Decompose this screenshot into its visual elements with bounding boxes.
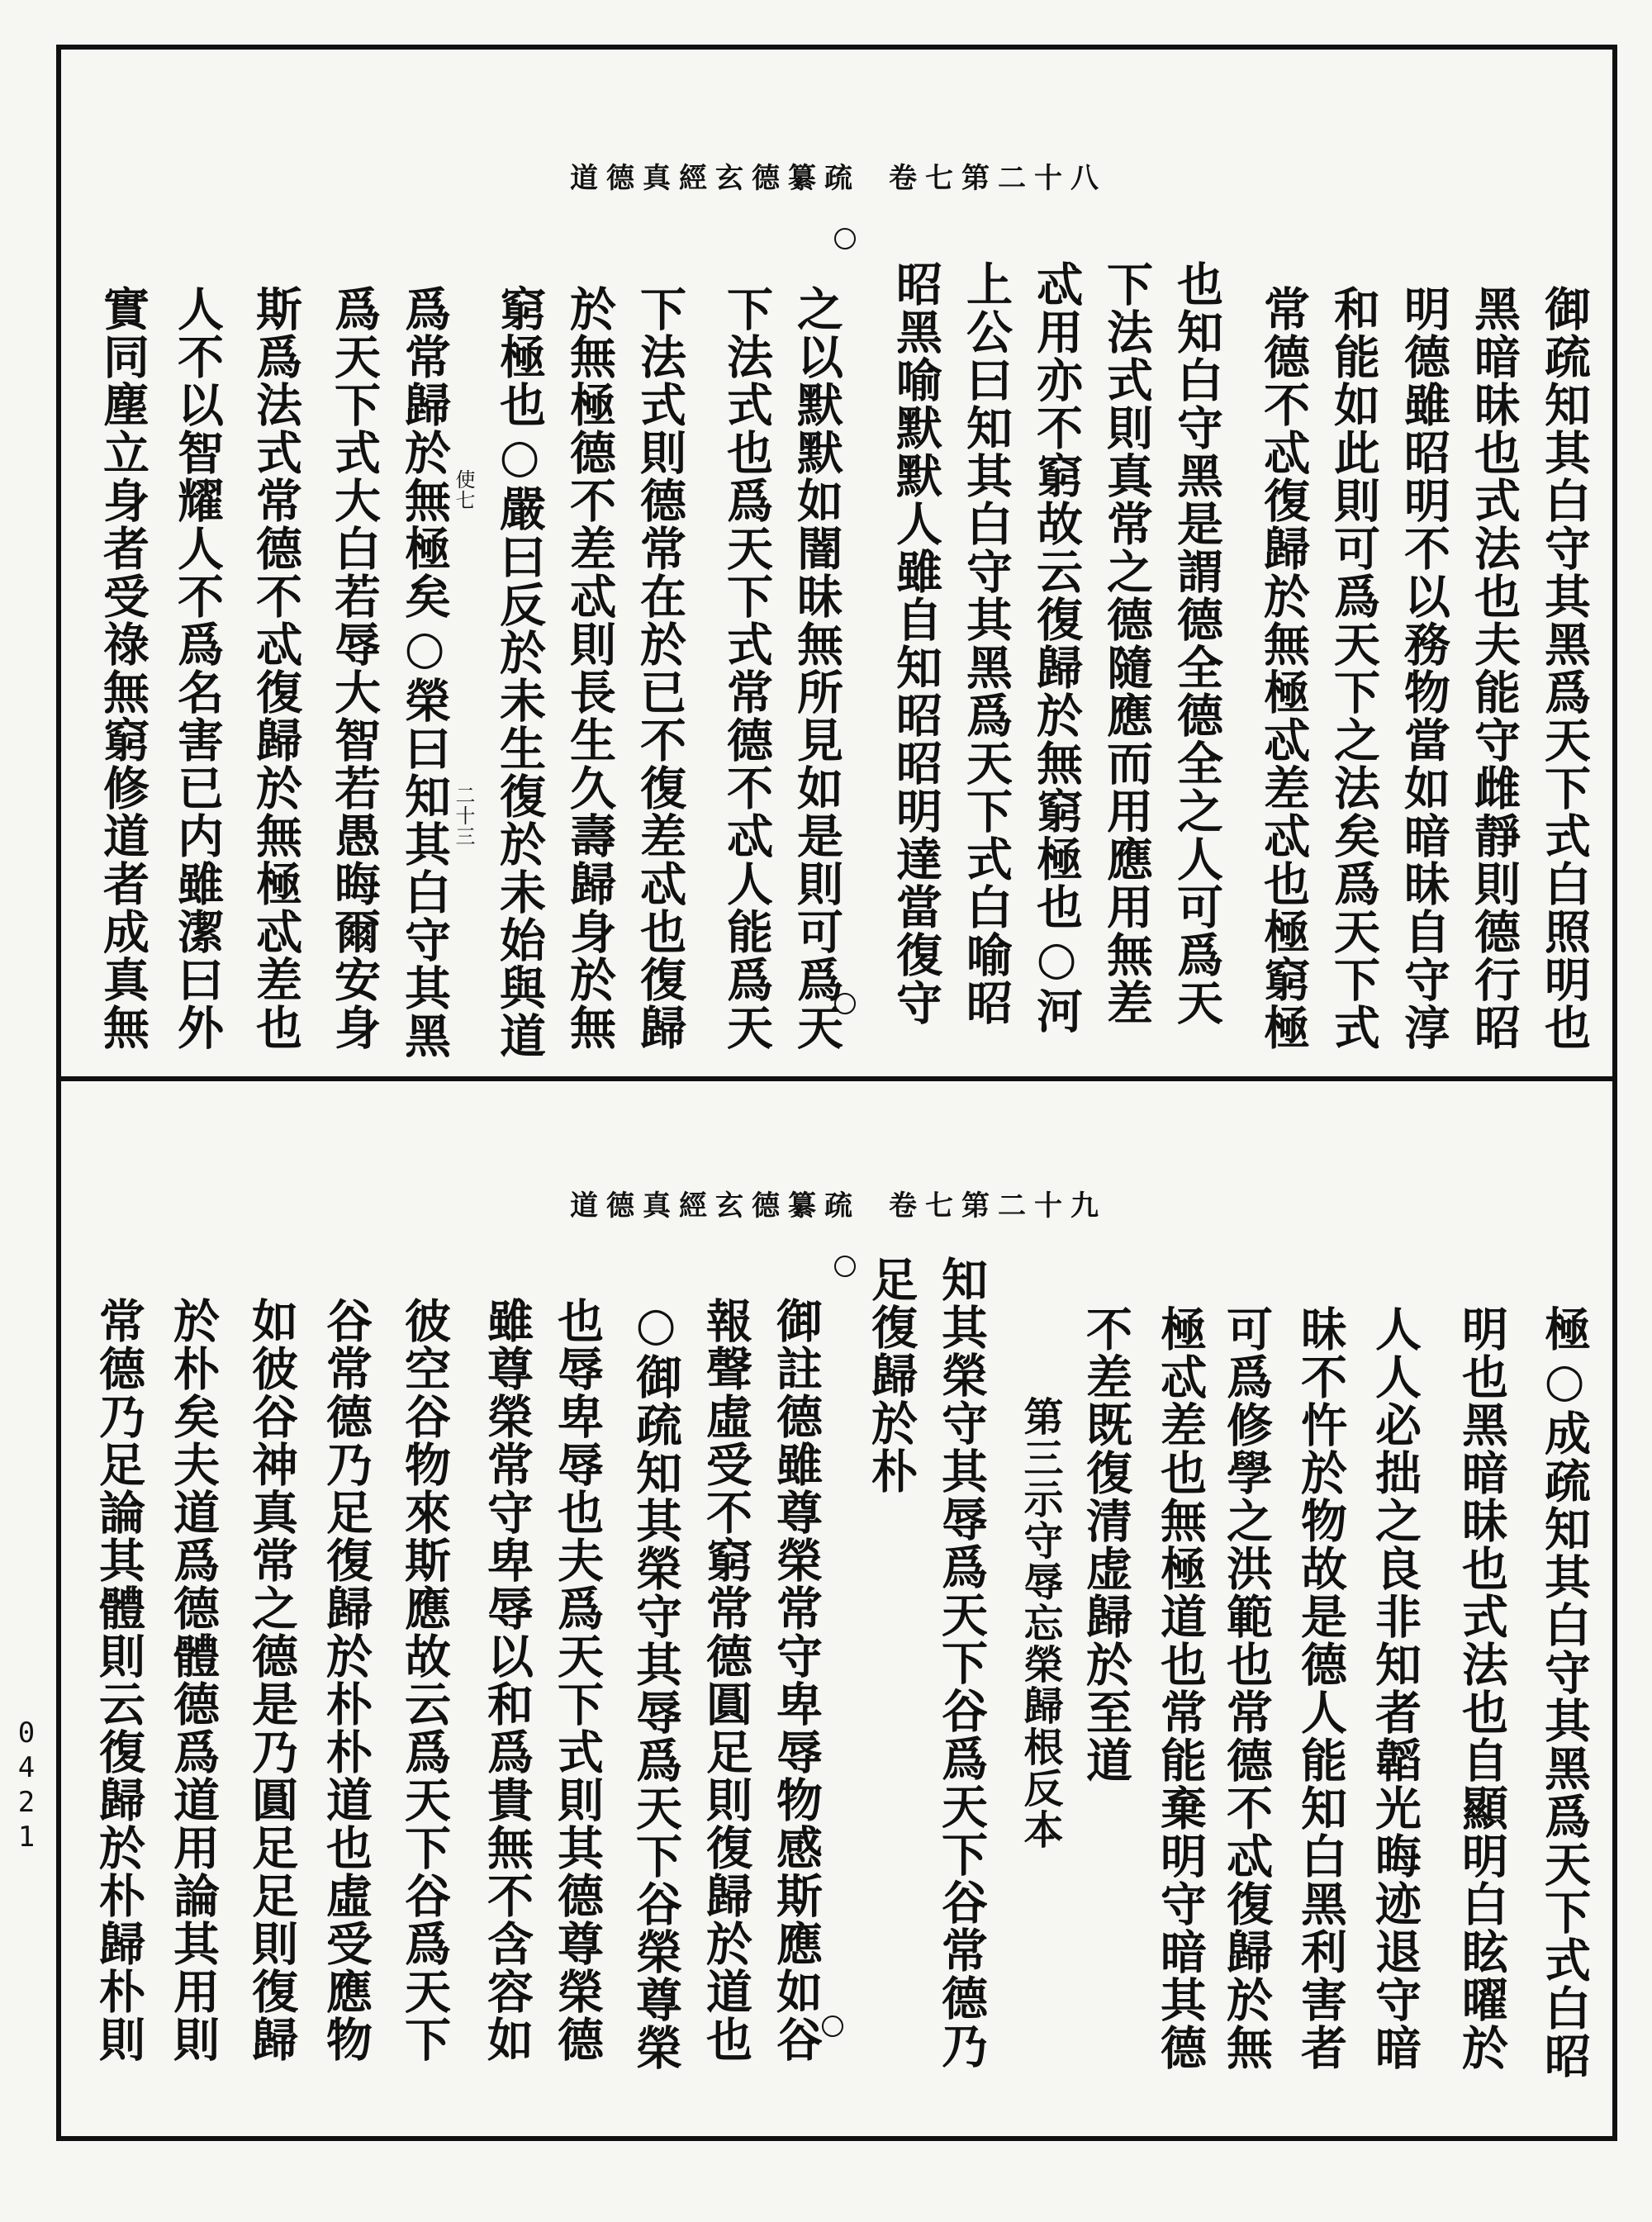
bottom-column-9: 知其榮守其辱爲天下谷爲天下谷常德乃 <box>934 1256 989 2070</box>
bottom-column-3: 人人必拙之良非知者韜光晦迹退守暗 <box>1368 1305 1422 2072</box>
bottom-column-4: 昧不忤於物故是德人能知白黑利害者 <box>1294 1305 1348 2072</box>
bottom-column-11: 御註德雖尊榮常守卑辱物感斯應如谷 <box>769 1297 824 2063</box>
top-column-3: 明德雖昭明不以務物當如暗昧自守淳 <box>1397 285 1451 1052</box>
top-column-1: 御疏知其白守其黑爲天下式白照明也 <box>1537 285 1592 1052</box>
bottom-column-13: ○御疏知其榮守其辱爲天下谷榮尊榮 <box>629 1297 683 2072</box>
top-column-13: 下法式則德常在於已不復差忒也復歸 <box>633 285 687 1052</box>
bottom-section-heading: 第三示守辱忘榮歸根反本 <box>1017 1396 1063 1850</box>
bottom-column-16: 彼空谷物來斯應故云爲天下谷爲天下 <box>397 1297 452 2063</box>
folio-note: 二十三 <box>452 785 475 847</box>
section-marker <box>834 993 856 1014</box>
top-header-volume: 卷七第二十八 <box>889 162 1107 195</box>
bottom-column-20: 常德乃足論其體則云復歸於朴歸朴則 <box>92 1297 146 2063</box>
bottom-column-10: 足復歸於朴 <box>864 1256 919 1495</box>
top-column-4: 和能如此則可爲天下之法矣爲天下式 <box>1327 285 1381 1052</box>
top-column-5: 常德不忒復歸於無極忒差忒也極窮極 <box>1256 285 1311 1052</box>
bottom-column-15: 雖尊榮常守卑辱以和爲貴無不含容如 <box>480 1297 534 2063</box>
top-column-16: 爲常歸於無極矣○榮曰知其白守其黑 <box>397 285 452 1060</box>
section-marker <box>834 228 856 249</box>
bottom-column-5: 可爲修學之洪範也常德不忒復歸於無 <box>1219 1305 1274 2072</box>
top-column-10: 昭黑喻默默人雖自知昭昭明達當復守 <box>889 260 943 1027</box>
bottom-column-18: 如彼谷神真常之德是乃圓足足則復歸 <box>244 1297 299 2063</box>
section-marker <box>834 1256 856 1277</box>
top-column-11: 之以默默如闇昧無所見如是則可爲天 <box>790 285 844 1052</box>
top-column-6: 也知白守黑是謂德全德全之人可爲天 <box>1170 260 1224 1027</box>
top-column-2: 黑暗昧也式法也夫能守雌靜則德行昭 <box>1467 285 1521 1052</box>
top-column-8: 忒用亦不窮故云復歸於無窮極也○河 <box>1029 260 1084 1035</box>
section-marker <box>822 2015 843 2037</box>
bottom-column-6: 極忒差也無極道也常能棄明守暗其德 <box>1153 1305 1208 2072</box>
bottom-header-volume: 卷七第二十九 <box>889 1189 1107 1223</box>
top-column-9: 上公曰知其白守其黑爲天下式白喻昭 <box>959 260 1014 1027</box>
bottom-column-2: 明也黑暗昧也式法也自顯明白眩曜於 <box>1455 1305 1509 2072</box>
bottom-header-title: 道德真經玄德纂疏 <box>570 1189 861 1223</box>
bottom-column-7: 不差既復清虚歸於至道 <box>1079 1305 1133 1784</box>
bottom-page-header <box>570 1181 1107 1231</box>
top-column-7: 下法式則真常之德隨應而用應用無差 <box>1099 260 1154 1027</box>
bottom-column-14: 也辱卑辱也夫爲天下式則其德尊榮德 <box>550 1297 605 2063</box>
top-page-header <box>570 154 1107 203</box>
top-column-17: 爲天下式大白若辱大智若愚晦爾安身 <box>327 285 382 1052</box>
top-header-title: 道德真經玄德纂疏 <box>570 162 861 195</box>
top-column-14: 於無極德不差忒則長生久壽歸身於無 <box>563 285 617 1052</box>
top-column-19: 人不以智耀人不爲名害已内雖潔曰外 <box>170 285 225 1052</box>
bottom-column-17: 谷常德乃足復歸於朴朴道也虛受應物 <box>319 1297 373 2063</box>
top-column-15: 窮極也○嚴曰反於未生復於未始與道 <box>492 285 547 1060</box>
bottom-column-12: 報聲虛受不窮常德圓足則復歸於道也 <box>699 1297 753 2063</box>
bottom-column-19: 於朴矣夫道爲德體德爲道用論其用則 <box>166 1297 221 2063</box>
top-column-18: 斯爲法式常德不忒復歸於無極忒差也 <box>249 285 303 1052</box>
top-column-20: 實同塵立身者受祿無窮修道者成真無 <box>96 285 150 1052</box>
seal-note: 使七 <box>452 469 475 510</box>
bottom-column-1: 極○成疏知其白守其黑爲天下式白昭 <box>1537 1305 1592 2080</box>
top-column-12: 下法式也爲天下式常德不忒人能爲天 <box>719 285 774 1052</box>
page-number: 0421 <box>10 1716 43 1855</box>
